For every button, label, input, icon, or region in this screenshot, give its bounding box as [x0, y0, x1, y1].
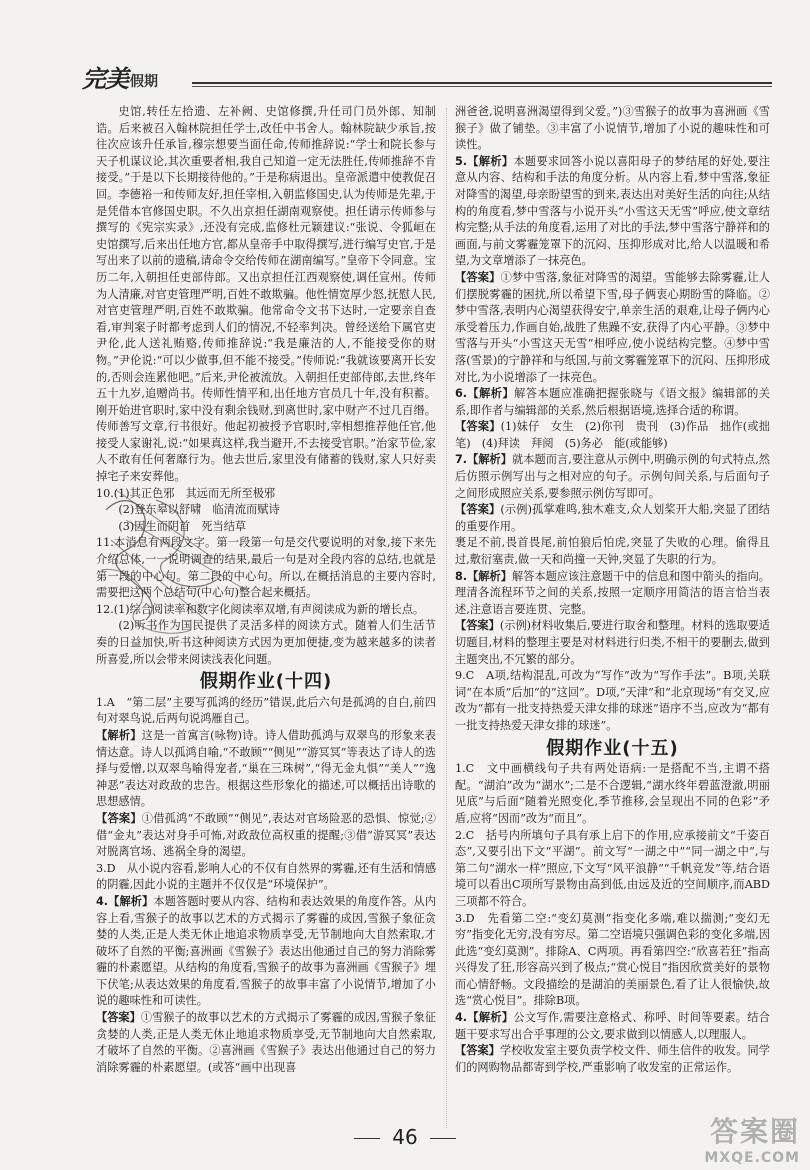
answer-12-1: 12.(1)综合阅读率和数字化阅读率双增,有声阅读成为新的增长点。 — [96, 602, 425, 616]
watermark-logo-text: 答案圈 — [709, 1115, 800, 1148]
answer-text: (1)妹仔 女生 (2)你刊 贵刊 (3)作品 拙作(或拙笔) (4)拜读 拜阅 (5)务必 能(或能够) — [455, 420, 770, 450]
analysis-tag: 【解析】 — [96, 728, 142, 742]
answer-text: ①梦中雪落,象征对降雪的渴望。雪能够去除雾霾,让人们摆脱雾霾的困扰,所以希望下雪,母子俩衷心期盼雪的降临。②梦中雪落,表明内心渴望获得安宁,单亲生活的艰难,让母子俩内心承受着压力,作画自始,战胜了焦躁不安,获得了内心平静。③梦中雪落与开头“小雪这天无雪”相呼应,使小说结构完整。④梦中雪落(雪景)的宁静祥和与纸国,与前文雾霾笼罩下的沉闷、压抑形成对比,为小说增添了一抹亮色。 — [455, 270, 770, 384]
analysis-tag: 5.【解析】 — [455, 154, 514, 168]
answer-text: (示例)材料收集后,要进行取舍和整理。材料的选取要适切题目,材料的整理主要是对材料进行归类,不相干的要删去,做到主题突出,不冗繁的部分。 — [455, 619, 770, 666]
answer-h4 — [96, 894, 436, 1010]
analysis-text: 本题答题时要从内容、结构和表达效果的角度作答。从内容上看,雪猴子的故事以艺术的方式揭示了雾霾的成因,雪猴子象征贪婪的人类,正是人类无休止地追求物质享受,无节制地向大自然索取,才破坏了自然的平衡;喜洲画《雪猴子》表达出他通过自己的努力消除雾霾的朴素愿望。从结构的角度看,雪猴子的故事为喜洲画《雪猴子》埋下伏笔;从表达效果的角度看,雪猴子的故事丰富了小说情节,增加了小说的趣味性和可读性。 — [96, 894, 436, 1008]
answer-h2-ans — [96, 811, 436, 861]
header — [82, 60, 772, 96]
watermark — [670, 1110, 800, 1166]
answer-11: 11.本消息有两段文字。第一段第一句是交代要说明的对象,接下来先介绍总体,一一说明调查的结果,最后一句是对全段内容的总结,也就是第一段的中心句。第二段的中心句。所以,在概括消息的主要内容时,需要把这两个总结句(中心句)整合起来概括。 — [96, 536, 436, 600]
answer-r6-ans — [455, 419, 770, 452]
watermark-url: MXQE.COM — [704, 1150, 800, 1166]
section-heading-14: 假期作业(十四) — [199, 671, 333, 693]
answer-s4 — [455, 1010, 770, 1043]
analysis-text: 公文写作,需要注意格式、称呼、时间等要素。结合题干要求写出合乎事理的公文,要求做到以情感人,以理服人。 — [455, 1011, 770, 1041]
answer-s3: 3.D 先看第二空:“变幻莫测”指变化多端,难以揣测;“变幻无穷”指变化无穷,没有穷尽。第二空语境只强调色彩的变化多端,因此选“变幻莫测”。排除A、C两项。再看第四空:“欣喜若狂”指高兴得发了狂,形容高兴到了极点;“赏心悦目”指因欣赏美好的景物而心情舒畅。文段描绘的是湖泊的美丽景色,看了让人很愉快,故选“赏心悦目”。排除B项。 — [455, 911, 770, 1008]
answer-s1: 1.C 文中画横线句子共有两处语病:一是搭配不当,主谓不搭配。“湖泊”改为“湖水”;二是不合逻辑,“湖水终年碧蓝澄澈,明丽见底”与后面“随着光照变化,季节推移,会呈现出不同的色彩”矛盾,应将“因而”改为“而且”。 — [455, 762, 770, 825]
logo-main: 完美 — [82, 65, 128, 93]
answer-text: (示例)孤掌难鸣,独木难支,众人划桨开大船,突显了团结的重要作用。 — [455, 503, 770, 533]
page-number: 46 — [392, 1125, 418, 1149]
pen-scribble — [96, 470, 266, 650]
analysis-tag: 4.【解析】 — [96, 894, 154, 908]
answer-h1: 1.A “第二层”主要写孤鸿的经历”错误,此后六句是孤鸿的自白,前四句对翠鸟说,后两句说鸿雁自己。 — [96, 695, 436, 726]
analysis-tag: 7.【解析】 — [455, 453, 513, 467]
translation-paragraph: 史馆,转任左拾遗、左补阙、史馆修撰,升任司门员外郎、知制诰。后来被召入翰林院担任学士,改任中书舍人。翰林院缺少承旨,按往次应该升任承旨,穆宗想要当面任命,传师推辞说:“学士和院长参与天子机谋议论,其次重要者相,我自己知道一定无法胜任,传师推辞不肯接受。”于是以下长期接待他的。”于是称病退出。皇帝派遣中使教促召回。李德裕一和传师友好,担任宰相,入朝监修国史,认为传师是先辈,于是凭借本官修国史职。不久出京担任湖南观察使。担任请示传师参与撰写的《宪宗实录》,还没有完成,监修杜元颖建议:“张说、令狐峘在史馆撰写,后来出任地方官,都从皇帝手中取得撰写,进行编写史官,于是写出来了以前的遗稿,请命令交给传师在湖南编写。”皇帝下令同意。宝历二年,入朝担任吏部侍郎。又出京担任江西观察使,调任宣州。传师为人清廉,对官吏管理严明,百姓不敢欺骗。他性情宽厚少怒,抚慰人民,对官吏管理严明,百姓不敢欺骗。他常命令文书下达时,一定要亲自查看,审判案子时都考虑到人们的情况,不轻率判决。曾经送给下属官吏尹伦,此人送礼贿赂,传师推辞说:“我是廉洁的人,不能接受你的财物。”尹伦说:“可以少做事,但不能不接受。”传师说:“我就该要离开长安的,否则会连累他吧。”后来,尹伦被流放。入朝担任吏部侍郎,去世,终年五十九岁,追赠尚书。传师性情平和,出任地方官员几十年,没有积蓄。刚开始进官职时,家中没有剩余钱财,到离世时,家中财产不过几百缗。传师善写文章,行书很好。他起初被授予官职时,宰相想推荐他任官,他接受人家谢礼,说:“如果真这样,我当避开,不去接受官职。”治家节俭,家人不敢有任何奢靡行为。他去世后,家里没有储蓄的钱财,家人只好卖掉宅子来安葬他。 — [96, 105, 436, 484]
analysis-text: 解答本题应该注意题干中的信息和图中箭头的指向。理清各流程环节之间的关系,按照一定顺序用简洁的语言恰当表述,注意语言要连贯、完整。 — [455, 569, 770, 616]
answer-r5 — [455, 154, 770, 270]
answer-r8-ans — [455, 618, 770, 668]
answer-r1: 洲爸爸,说明喜洲渴望得到父爱。”)③雪猴子的故事为喜洲画《雪猴子》做了铺垫。③丰富了小说情节,增加了小说的趣味性和可读性。 — [455, 105, 770, 152]
analysis-text: 解答本题应准确把握张晓与《语文报》编辑部的关系,即作者与编辑部的关系,然后根据语境,选择合适的称谓。 — [455, 387, 770, 417]
logo — [82, 60, 158, 94]
answer-r5-ans — [455, 270, 770, 386]
analysis-tag: 4.【解析】 — [455, 1011, 514, 1025]
answer-text: 学校收发室主要负责学校文件、师生信件的收发。同学们的网购物品都寄到学校,严重影响了收发室的正常运作。 — [455, 1044, 770, 1074]
analysis-tag: 6.【解析】 — [455, 387, 515, 401]
answer-h4-ans — [96, 1010, 436, 1076]
answer-tag: 【答案】 — [455, 1044, 501, 1058]
analysis-text: 本题要求回答小说以喜阳母子的梦结尾的好处,要注意从内容、结构和手法的角度分析。从内容上看,梦中雪落,象征对降雪的渴望,母亲盼望雪的到来,表达出对美好生活的向往;从结构的角度看,梦中雪落与小说开头“小雪这天无雪”呼应,使文章结构完整;从手法的角度看,运用了对比的手法,梦中雪落宁静祥和的画面,与前文雾霾笼罩下的沉闷、压抑形成对比,给人以温暖和希望,为文章增添了一抹亮色。 — [455, 154, 770, 268]
answer-tag: 【答案】 — [455, 619, 500, 633]
analysis-tag: 8.【解析】 — [455, 569, 512, 583]
answer-text: ①雪猴子的故事以艺术的方式揭示了雾霾的成因,雪猴子象征贪婪的人类,正是人类无休止地追求物质享受,无节制地向大自然索取,才破坏了自然的平衡。②喜洲画《雪猴子》表达出他通过自己的努力消除雾霾的朴素愿望。(或答“画中出现喜 — [96, 1011, 436, 1074]
answer-text: ①借孤鸿“不敢顾”“侧见”,表达对官场险恶的恐惧、惊觉;②借“金丸”表达对身手可怖,对政敌位高权重的提醒;③借“游冥冥”表达对脱离官场、逃祸全身的渴望。 — [96, 811, 436, 859]
right-column — [455, 104, 770, 1124]
logo-sub: 假期 — [130, 74, 158, 90]
answer-tag: 【答案】 — [96, 1011, 141, 1025]
answer-r7-b: 裹足不前,畏首畏尾,前怕狼后怕虎,突显了失败的心理。偷得且过,敷衍塞责,做一天和尚撞一天钟,突显了失职的行为。 — [455, 536, 770, 567]
analysis-text: 这是一首寓言(咏物)诗。诗人借助孤鸿与双翠鸟的形象来表情达意。诗人以孤鸿自喻,“不敢顾”“侧见”“游冥冥”等表达了诗人的选择与爱憎,以双翠鸟喻得宠者,“巢在三珠树”,“得无金丸惧”“美人”“逸神恶”表达对政敌的忠告。根据这些形象化的描述,可以概括出诗歌的思想感情。 — [96, 728, 436, 809]
answer-10-2: (2)登东皋以舒啸 临清流而赋诗 — [118, 503, 280, 517]
header-rule-thin — [192, 86, 772, 87]
answer-s2: 2.C 括号内所填句子具有承上启下的作用,应承接前文“千姿百态”,又要引出下文“平湖”。前文写“一湖之中”“同一湖之中”,与第二句“湖水一样”照应,下文写“风平浪静”“千帆竞发”等,结合语境可以看出C项所写景物由高到低,由远及近的空间顺序,而ABD三项都不符合。 — [455, 828, 770, 908]
answer-s4-ans — [455, 1043, 770, 1076]
answer-r6 — [455, 386, 770, 419]
answer-r7-ans — [455, 502, 770, 535]
answer-tag: 【答案】 — [455, 420, 501, 434]
answer-12-2: (2)听书作为国民提供了灵活多样的阅读方式。随着人们生活节奏的日益加快,听书这种阅读方式因为更加便捷,变为越来越多的读者所喜爱,所以会带来阅读浅表化问题。 — [96, 619, 436, 666]
answer-10-3: (3)因生而阴首 死当结草 — [118, 519, 247, 533]
analysis-text: 就本题而言,要注意从示例中,明确示例的句式特点,然后仿照示例写出与之相对应的句子。示例句间关系,与后面句子之间形成照应关系,要参照示例仿写即可。 — [455, 453, 770, 500]
answer-10-1: 10.(1)其正色邪 其远而无所至极邪 — [96, 486, 276, 500]
answer-tag: 【答案】 — [455, 270, 501, 284]
answer-r7 — [455, 452, 770, 502]
column-divider — [446, 108, 447, 1128]
answer-r9: 9.C A项,结构混乱,可改为“写作”改为“写作手法”。B项,关联词“在本质”后加“的”这回”。D项,“天津”和“北京现场”有交叉,应改为“都有一批支持热爱天津女排的球迷”语序不当,应改为“都有一批支持热爱天津女排的球迷”。 — [455, 669, 770, 732]
answer-h3: 3.D 从小说内容看,影响人心的不仅有自然界的雾霾,还有生活和情感的阴霾,因此小说的主题并不仅仅是“环境保护”。 — [96, 861, 436, 892]
section-heading-15: 假期作业(十五) — [546, 737, 679, 759]
header-rule — [192, 82, 772, 84]
answer-tag: 【答案】 — [455, 503, 501, 517]
footer-dash-left — [354, 1138, 380, 1139]
answer-tag: 【答案】 — [96, 811, 142, 825]
answer-r8 — [455, 569, 770, 619]
footer-dash-right — [430, 1138, 456, 1139]
answer-h2 — [96, 728, 436, 811]
